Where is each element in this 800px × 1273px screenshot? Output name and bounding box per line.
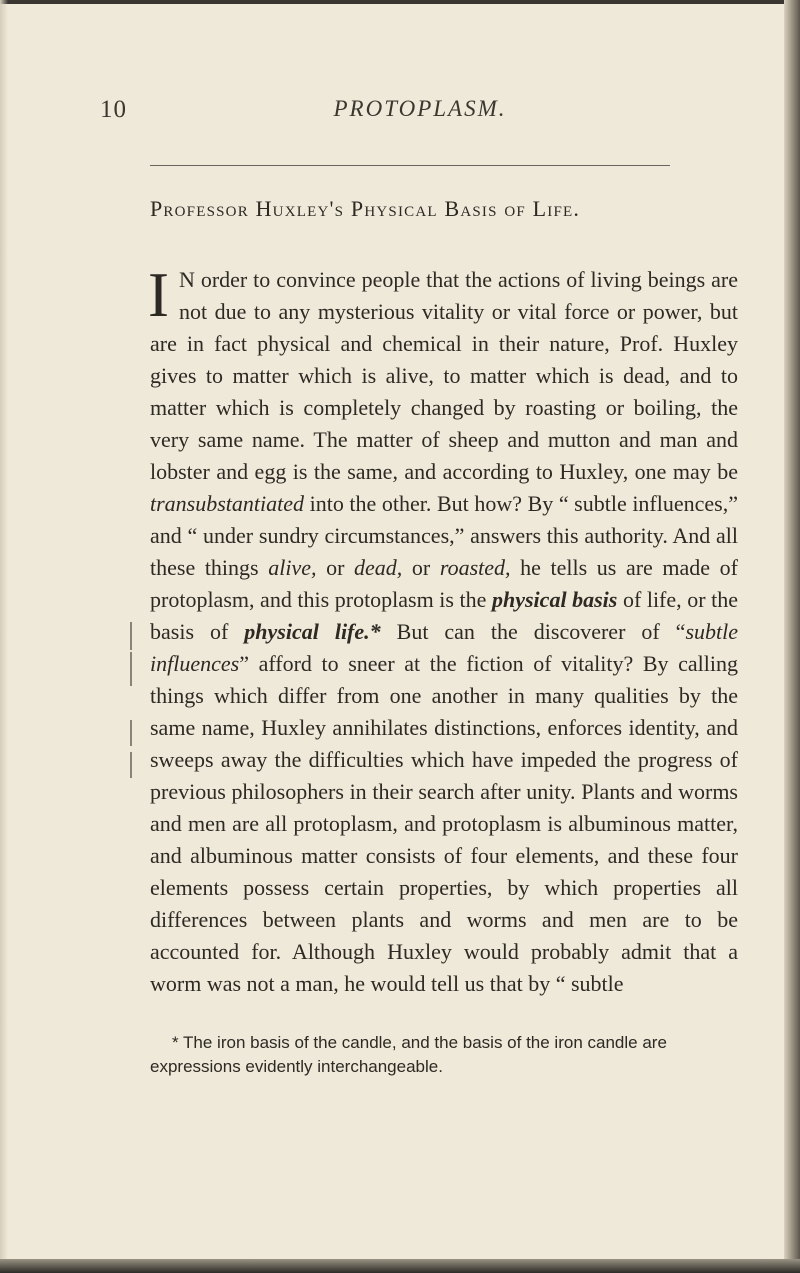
page-header — [100, 96, 740, 128]
footnote-text: * The iron basis of the candle, and the basis of the iron candle are expressions evidently interchangeable. — [150, 1033, 667, 1076]
emphasis: transubstantiated — [150, 491, 305, 516]
text-run: into the other. But how? By “ subtle influences,” and “ under sundry circumstances,” answers this authority. And all these things — [150, 491, 738, 580]
body-paragraph — [148, 260, 739, 1000]
emphasis: physical basis — [492, 587, 618, 612]
text-run: ” afford to sneer at the fiction of vitality? By calling things which differ from one another in many qualities by the same name, Huxley annihilates distinctions, enforces identity, and sweeps away the difficulties which have impeded the progress of previous philosophers in their search after unity. Plants and worms and men are all protoplasm, and protoplasm is albuminous matter, and albuminous matter consists of four elements, and these four elements possess certain properties, by which properties all differences between plants and worms and men are to be accounted for. Although Huxley would probably admit that a worm was not a man, he would tell us that by “ subtle — [150, 651, 738, 996]
left-page-fold — [0, 0, 8, 1273]
emphasis: roasted, — [439, 555, 511, 580]
top-edge-shadow — [0, 0, 790, 4]
text-run: N order to convince people that the actions of living beings are not due to any mysterious vitality or vital force or power, but are in fact physical and chemical in their nature, Prof. Huxley gives to matter which is alive, to matter which is dead, and to matter which is completely changed by roasting or boiling, the very same name. The matter of sheep and mutton and man and lobster and egg is the same, and according to Huxley, one may be — [150, 267, 738, 484]
emphasis: dead, — [354, 555, 403, 580]
bottom-page-edge — [0, 1259, 800, 1273]
footnote — [150, 1031, 740, 1079]
header-rule — [150, 165, 670, 166]
running-head: PROTOPLASM. — [333, 96, 507, 121]
margin-mark — [130, 652, 132, 686]
margin-mark — [130, 752, 132, 778]
right-page-edge — [784, 0, 800, 1273]
emphasis: subtle influences — [150, 619, 739, 676]
margin-mark — [130, 622, 132, 650]
emphasis: physical life.* — [244, 619, 381, 644]
section-title: Professor Huxley's Physical Basis of Life. — [150, 196, 581, 221]
body-text — [148, 260, 739, 1000]
emphasis: alive, — [268, 555, 317, 580]
text-run: or — [411, 555, 431, 580]
text-run: But can the discoverer of “ — [396, 619, 686, 644]
drop-cap: I — [148, 260, 169, 330]
text-run: or — [326, 555, 345, 580]
text-run: he tells us are made of protoplasm, and this protoplasm is the — [150, 555, 738, 612]
text-run: of life, or the basis of — [150, 587, 738, 644]
margin-mark — [130, 720, 132, 746]
page-number: 10 — [100, 96, 127, 123]
